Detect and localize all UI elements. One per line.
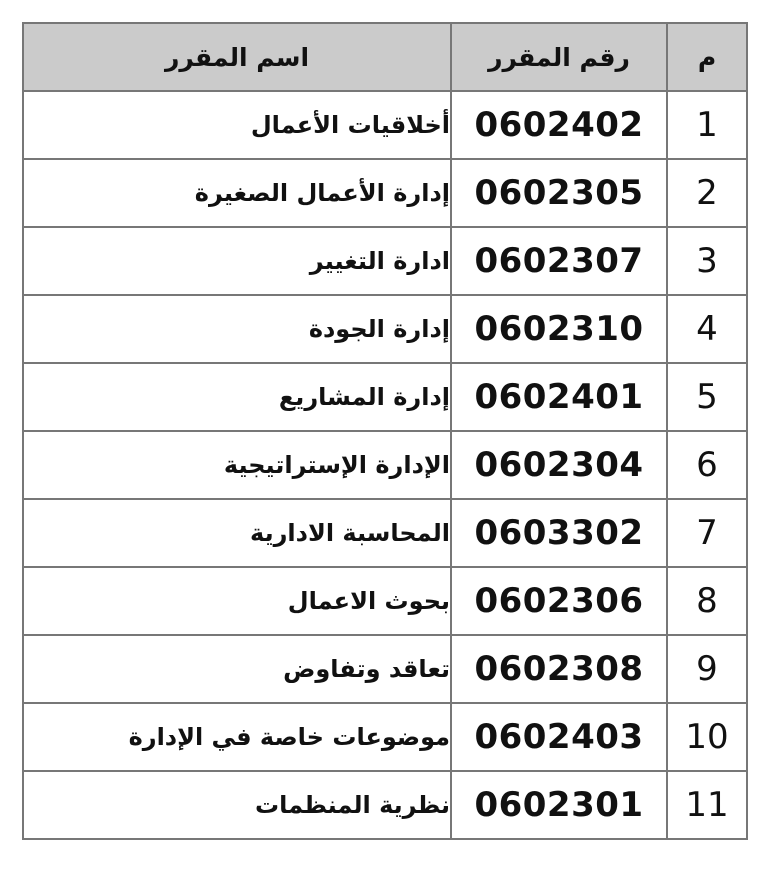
course-name: المحاسبة الادارية — [24, 500, 450, 566]
table-row — [24, 364, 746, 430]
table-row — [24, 500, 746, 566]
table-body — [24, 92, 746, 838]
table-row — [24, 92, 746, 158]
course-name: أخلاقيات الأعمال — [24, 92, 450, 158]
course-code: 0602403 — [452, 704, 666, 770]
course-name: إدارة الجودة — [24, 296, 450, 362]
course-code: 0602310 — [452, 296, 666, 362]
course-name: ادارة التغيير — [24, 228, 450, 294]
course-code: 0602308 — [452, 636, 666, 702]
row-index: 10 — [668, 704, 746, 770]
row-index: 11 — [668, 772, 746, 838]
course-name: موضوعات خاصة في الإدارة — [24, 704, 450, 770]
course-name: نظرية المنظمات — [24, 772, 450, 838]
course-name: إدارة المشاريع — [24, 364, 450, 430]
courses-table — [22, 22, 748, 840]
table-row — [24, 296, 746, 362]
row-index: 9 — [668, 636, 746, 702]
table-row — [24, 636, 746, 702]
course-code: 0602307 — [452, 228, 666, 294]
course-name: إدارة الأعمال الصغيرة — [24, 160, 450, 226]
row-index: 8 — [668, 568, 746, 634]
table-header — [24, 24, 746, 90]
course-name: تعاقد وتفاوض — [24, 636, 450, 702]
table-row — [24, 704, 746, 770]
header-course-code: رقم المقرر — [452, 24, 666, 90]
course-code: 0602402 — [452, 92, 666, 158]
row-index: 5 — [668, 364, 746, 430]
row-index: 4 — [668, 296, 746, 362]
row-index: 2 — [668, 160, 746, 226]
course-name: الإدارة الإستراتيجية — [24, 432, 450, 498]
course-code: 0602401 — [452, 364, 666, 430]
course-code: 0602305 — [452, 160, 666, 226]
header-index: م — [668, 24, 746, 90]
table-row — [24, 432, 746, 498]
row-index: 7 — [668, 500, 746, 566]
courses-table-container — [22, 22, 748, 840]
course-name: بحوث الاعمال — [24, 568, 450, 634]
row-index: 6 — [668, 432, 746, 498]
table-row — [24, 568, 746, 634]
table-row — [24, 772, 746, 838]
course-code: 0602304 — [452, 432, 666, 498]
course-code: 0602301 — [452, 772, 666, 838]
header-row — [24, 24, 746, 90]
course-code: 0603302 — [452, 500, 666, 566]
course-code: 0602306 — [452, 568, 666, 634]
table-row — [24, 228, 746, 294]
row-index: 1 — [668, 92, 746, 158]
table-row — [24, 160, 746, 226]
header-course-name: اسم المقرر — [24, 24, 450, 90]
row-index: 3 — [668, 228, 746, 294]
